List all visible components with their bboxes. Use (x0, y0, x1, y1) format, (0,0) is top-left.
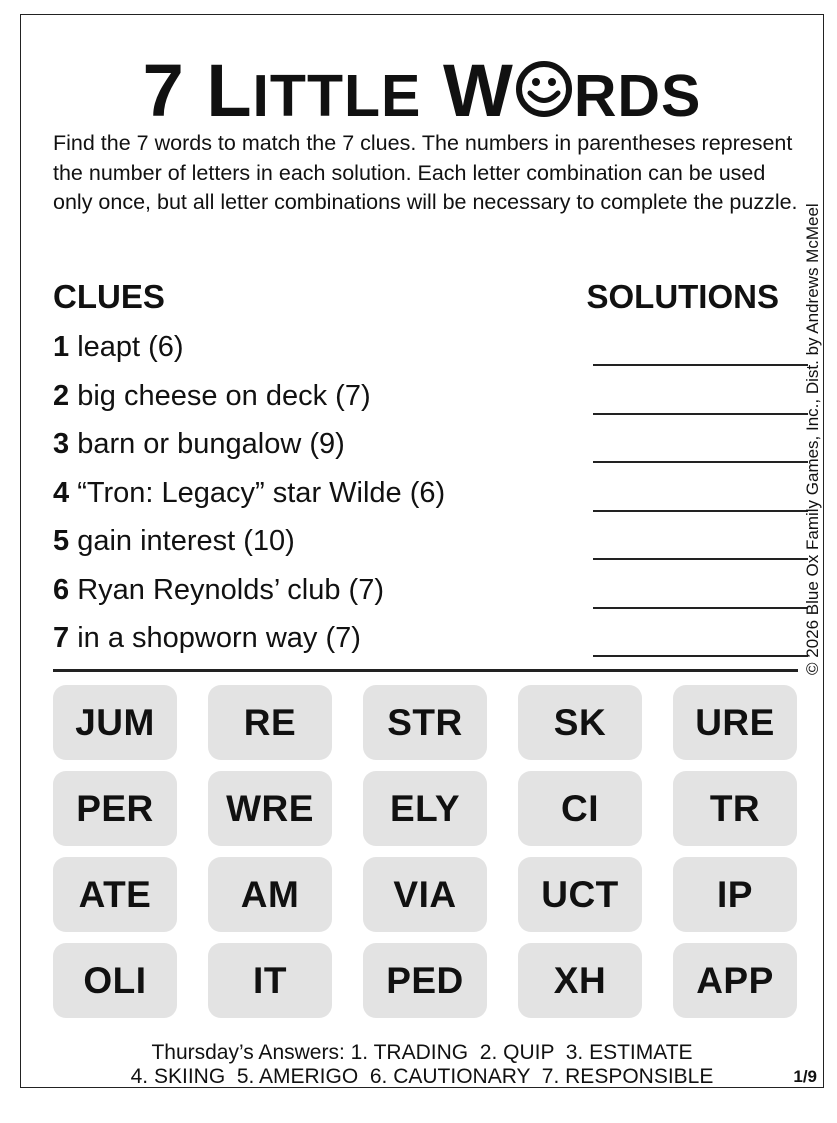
letter-tile[interactable]: PED (363, 943, 487, 1018)
letter-tile-grid (53, 685, 798, 1018)
title-text-rds: RDS (573, 63, 702, 129)
clue-description: leapt (6) (77, 331, 184, 363)
previous-answers-line-1: Thursday’s Answers: 1. TRADING 2. QUIP 3. ESTIMATE (151, 1041, 693, 1064)
clue-description: in a shopworn way (7) (77, 622, 361, 654)
clue-text (53, 327, 184, 367)
letter-tile[interactable]: OLI (53, 943, 177, 1018)
clue-row (53, 376, 793, 425)
clue-description: “Tron: Legacy” star Wilde (6) (77, 476, 446, 509)
clue-text (53, 473, 445, 513)
clue-number: 1 (53, 331, 70, 363)
clue-text (53, 570, 384, 610)
letter-tile[interactable]: ATE (53, 857, 177, 932)
previous-answers (21, 1041, 823, 1089)
letter-tile[interactable]: APP (673, 943, 797, 1018)
clue-row (53, 521, 793, 570)
title-text-7-l: 7 L (142, 49, 253, 132)
puzzle-frame (20, 14, 824, 1088)
letter-tile[interactable]: PER (53, 771, 177, 846)
solution-answer-line[interactable] (593, 655, 808, 657)
copyright-notice: © 2026 Blue Ox Family Games, Inc., Dist. by Andrews McMeel (803, 203, 822, 675)
clue-number: 4 (53, 476, 70, 509)
solution-answer-line[interactable] (593, 364, 808, 366)
solution-answer-line[interactable] (593, 510, 808, 512)
clue-number: 5 (53, 525, 70, 557)
title-text-w: W (421, 49, 514, 132)
clue-text (53, 376, 371, 416)
clue-list (53, 327, 793, 667)
letter-tile[interactable]: JUM (53, 685, 177, 760)
letter-tile[interactable]: XH (518, 943, 642, 1018)
solution-answer-line[interactable] (593, 607, 808, 609)
clue-row (53, 424, 793, 473)
section-divider (53, 669, 798, 672)
clue-number: 3 (53, 428, 70, 460)
puzzle-date: 1/9 (793, 1067, 817, 1086)
letter-tile[interactable]: ELY (363, 771, 487, 846)
clue-description: barn or bungalow (9) (77, 428, 345, 460)
clue-description: big cheese on deck (7) (77, 379, 371, 412)
letter-tile[interactable]: CI (518, 771, 642, 846)
clue-description: gain interest (10) (77, 525, 295, 557)
clue-number: 6 (53, 573, 70, 606)
letter-tile[interactable]: VIA (363, 857, 487, 932)
clue-row (53, 618, 793, 667)
clue-number: 7 (53, 622, 70, 654)
solution-answer-line[interactable] (593, 558, 808, 560)
clue-text (53, 618, 361, 658)
smiley-face-icon (515, 45, 573, 103)
clue-row (53, 473, 793, 522)
letter-tile[interactable]: IT (208, 943, 332, 1018)
letter-tile[interactable]: TR (673, 771, 797, 846)
solutions-heading: SOLUTIONS (586, 278, 779, 315)
letter-tile[interactable]: UCT (518, 857, 642, 932)
clue-row (53, 327, 793, 376)
letter-tile[interactable]: WRE (208, 771, 332, 846)
letter-tile[interactable]: STR (363, 685, 487, 760)
letter-tile[interactable]: IP (673, 857, 797, 932)
title-text-ittle: ITTLE (252, 63, 422, 129)
clues-heading: CLUES (53, 278, 165, 315)
clue-description: Ryan Reynolds’ club (7) (77, 573, 384, 606)
solution-answer-line[interactable] (593, 461, 808, 463)
letter-tile[interactable]: URE (673, 685, 797, 760)
previous-answers-line-2: 4. SKIING 5. AMERIGO 6. CAUTIONARY 7. RESPONSIBLE (130, 1065, 714, 1088)
clue-row (53, 570, 793, 619)
letter-tile[interactable]: RE (208, 685, 332, 760)
letter-tile[interactable]: SK (518, 685, 642, 760)
clue-text (53, 424, 345, 464)
instructions-text: Find the 7 words to match the 7 clues. The numbers in parentheses represent the number of letters in each solution. Each letter combination can be used only once, but all letter combinations will be necessary to complete the puzzle. (53, 131, 798, 214)
letter-tile[interactable]: AM (208, 857, 332, 932)
clue-text (53, 521, 295, 561)
solution-answer-line[interactable] (593, 413, 808, 415)
clue-number: 2 (53, 379, 70, 412)
